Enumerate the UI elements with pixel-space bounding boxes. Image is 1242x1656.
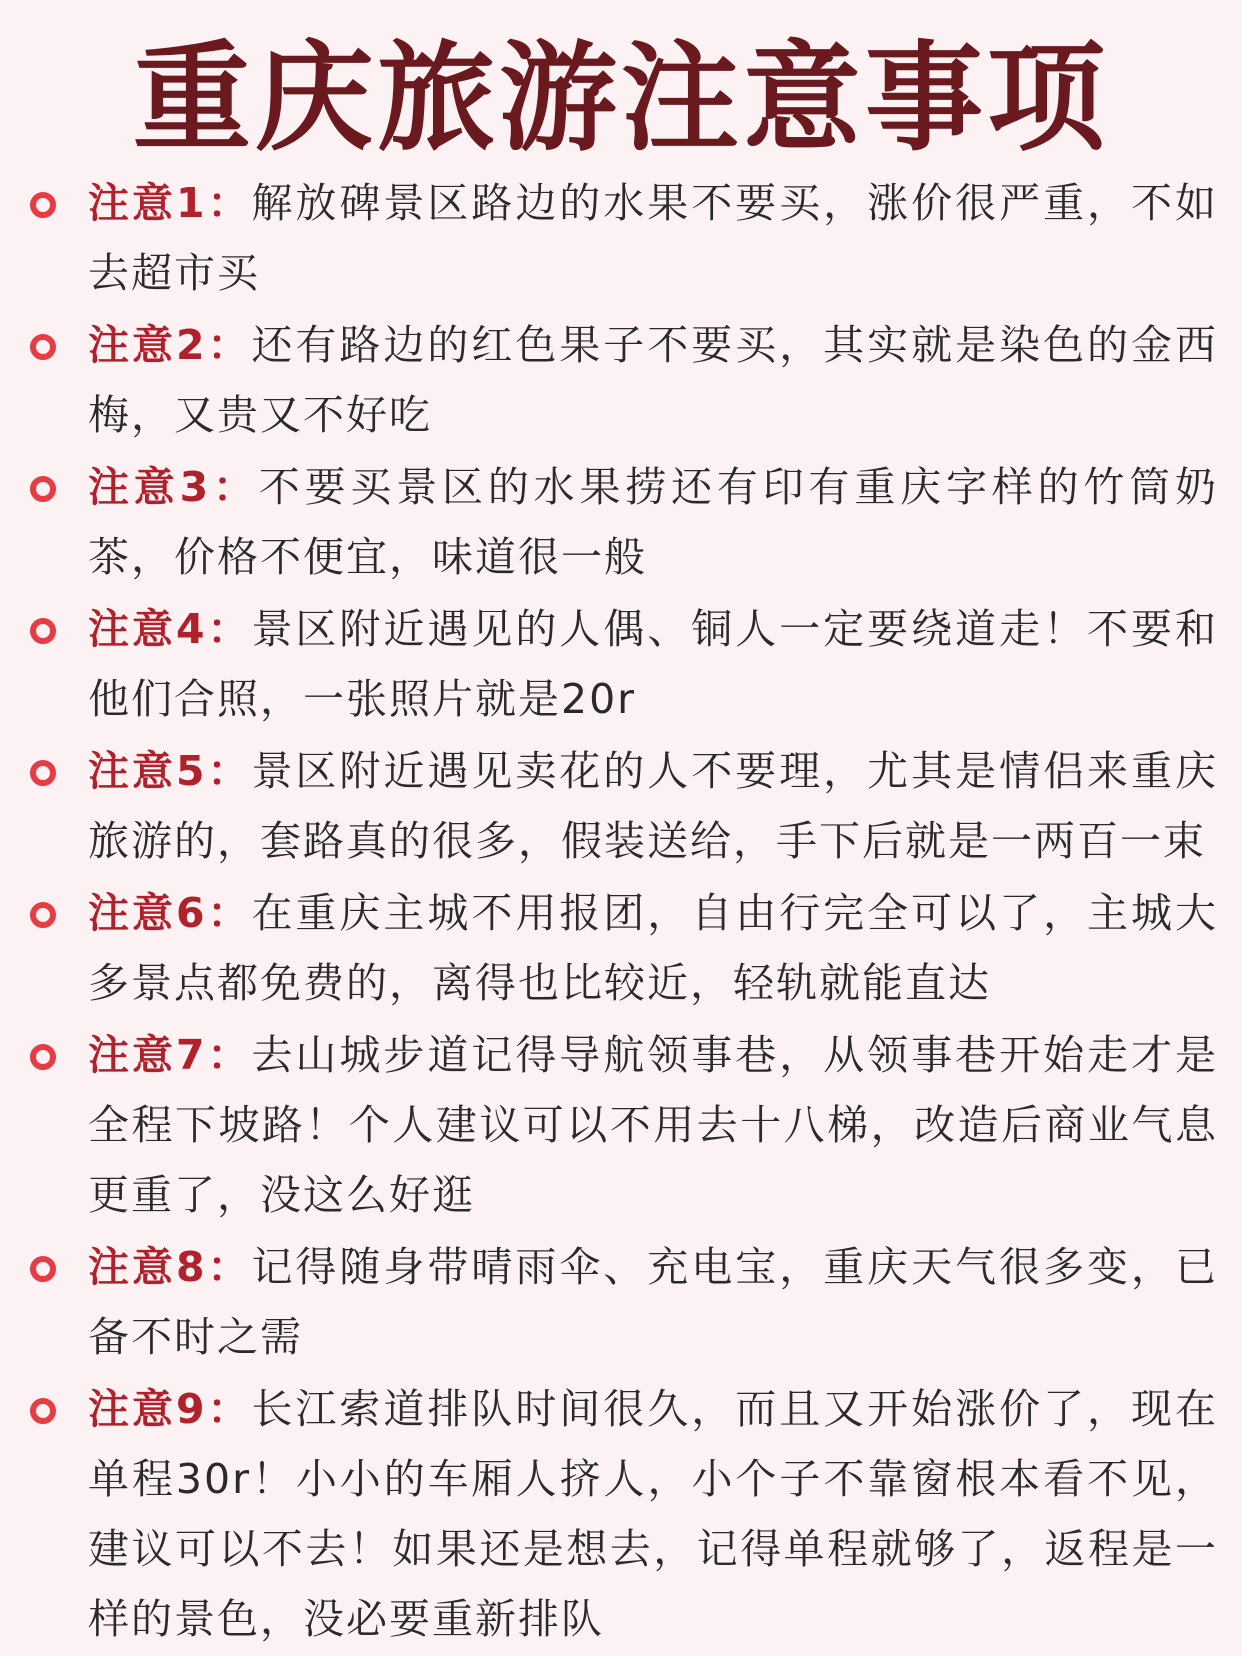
list-item [28, 878, 1218, 1018]
tip-text-block [88, 878, 1218, 1018]
tip-label: 注意4： [88, 605, 252, 653]
tip-text-block [88, 1374, 1218, 1654]
tip-text: 不要买景区的水果捞还有印有重庆字样的竹筒奶茶，价格不便宜，味道很一般 [88, 463, 1219, 581]
tip-text: 还有路边的红色果子不要买，其实就是染色的金西梅，又贵又不好吃 [88, 321, 1219, 439]
page-title: 重庆旅游注意事项 [132, 29, 1109, 167]
tip-text: 长江索道排队时间很久，而且又开始涨价了，现在单程30r！小小的车厢人挤人，小个子不靠窗根本看不见，建议可以不去！如果还是想去，记得单程就够了，返程是一样的景色，没必要重新排队 [88, 1385, 1219, 1643]
tip-text-block [88, 1020, 1218, 1230]
tip-label: 注意9： [88, 1385, 252, 1433]
tip-text: 解放碑景区路边的水果不要买，涨价很严重，不如去超市买 [88, 179, 1219, 297]
tips-list [28, 168, 1218, 1656]
tip-text: 景区附近遇见的人偶、铜人一定要绕道走！不要和他们合照，一张照片就是20r [88, 605, 1219, 723]
ring-bullet-icon [30, 618, 56, 644]
ring-bullet-icon [30, 192, 56, 218]
tip-text-block [88, 594, 1218, 734]
ring-bullet-icon [30, 902, 56, 928]
tip-text: 在重庆主城不用报团，自由行完全可以了，主城大多景点都免费的，离得也比较近，轻轨就能直达 [88, 889, 1219, 1007]
list-item [28, 310, 1218, 450]
tip-text: 去山城步道记得导航领事巷，从领事巷开始走才是全程下坡路！个人建议可以不用去十八梯，改造后商业气息更重了，没这么好逛 [88, 1031, 1219, 1219]
ring-bullet-icon [30, 1256, 56, 1282]
tip-label: 注意3： [88, 463, 259, 511]
tip-label: 注意5： [88, 747, 252, 795]
list-item [28, 1374, 1218, 1654]
list-item [28, 736, 1218, 876]
tip-text-block [88, 310, 1218, 450]
tip-label: 注意8： [88, 1243, 252, 1291]
tip-text-block [88, 736, 1218, 876]
tip-label: 注意6： [88, 889, 252, 937]
tip-text-block [88, 1232, 1218, 1372]
tip-label: 注意1： [88, 179, 252, 227]
ring-bullet-icon [30, 1044, 56, 1070]
list-item [28, 168, 1218, 308]
tip-text: 记得随身带晴雨伞、充电宝，重庆天气很多变，已备不时之需 [88, 1243, 1219, 1361]
list-item [28, 452, 1218, 592]
list-item [28, 1232, 1218, 1372]
tip-label: 注意7： [88, 1031, 252, 1079]
list-item [28, 1020, 1218, 1230]
list-item [28, 594, 1218, 734]
tip-text-block [88, 452, 1218, 592]
tip-text: 景区附近遇见卖花的人不要理，尤其是情侣来重庆旅游的，套路真的很多，假装送给，手下后就是一两百一束 [88, 747, 1219, 865]
tip-text-block [88, 168, 1218, 308]
ring-bullet-icon [30, 476, 56, 502]
tip-label: 注意2： [88, 321, 252, 369]
ring-bullet-icon [30, 760, 56, 786]
ring-bullet-icon [30, 334, 56, 360]
ring-bullet-icon [30, 1398, 56, 1424]
